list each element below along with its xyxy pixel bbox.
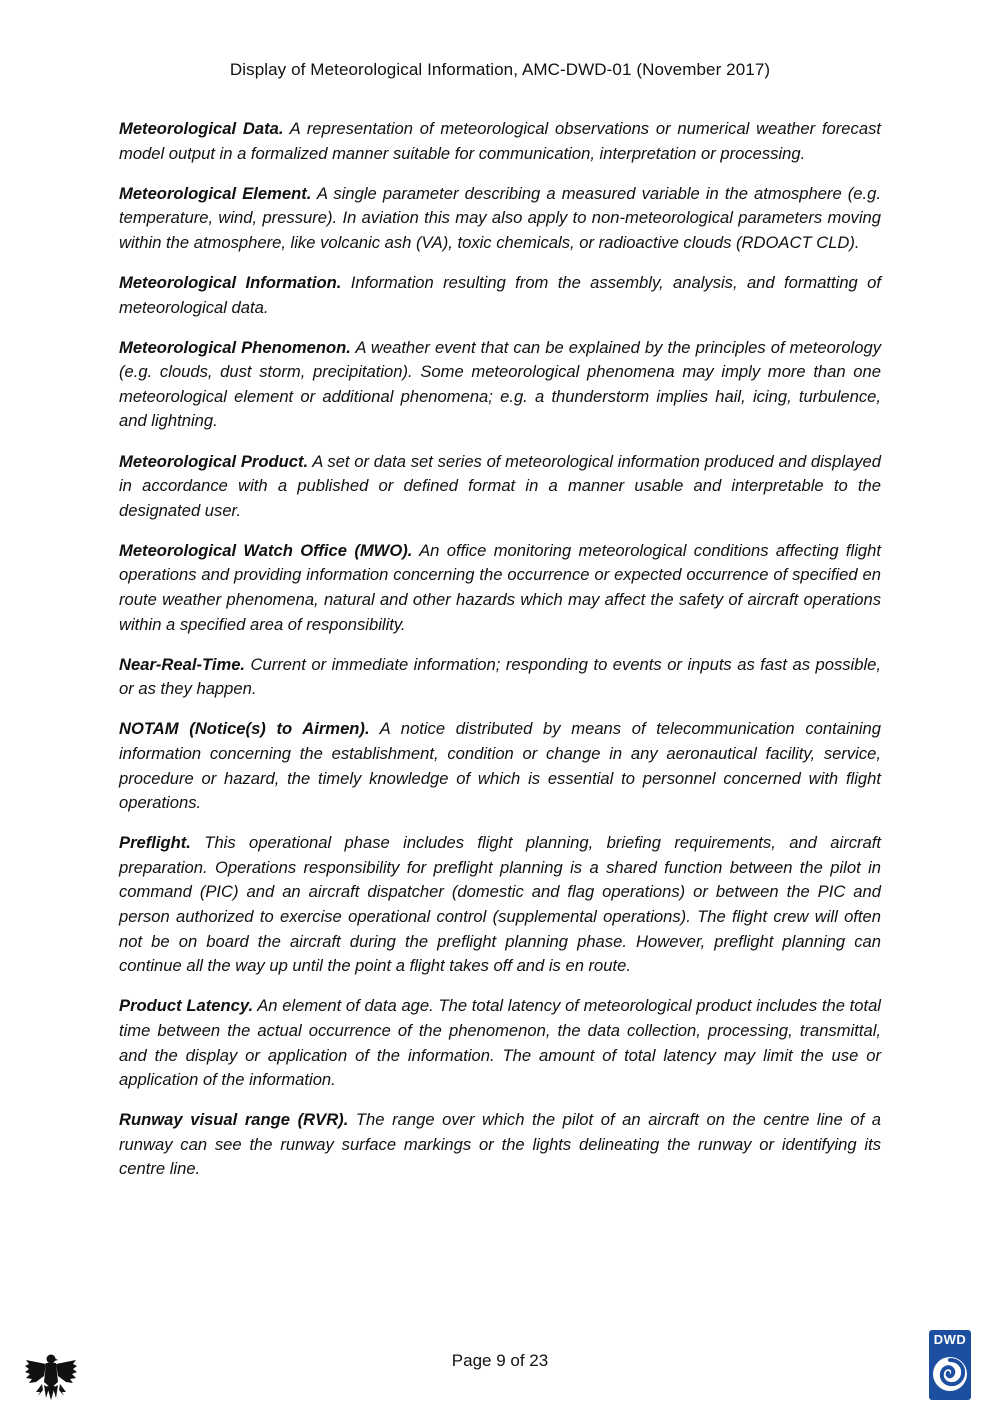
glossary-definition: The range over which the pilot of an aircraft on the centre line of a runway can see the runway surface markings or the lights delineating the runway or identifying its centre line. (119, 1110, 881, 1179)
glossary-entry-meteorological-watch-office (119, 539, 881, 637)
dwd-logo-text: DWD (933, 1332, 967, 1347)
glossary-entry-meteorological-element (119, 182, 881, 256)
glossary-definition: A weather event that can be explained by the principles of meteorology (e.g. clouds, dust storm, precipitation). Some meteorological phenomena may imply more than one meteorological element or additional phenomena; e.g. a thunderstorm implies hail, icing, turbulence, and lightning. (119, 337, 882, 431)
glossary-definition: A set or data set series of meteorological information produced and displayed in accordance with a published or defined format in a manner usable and interpretable to the designated user. (119, 451, 881, 520)
glossary-entry-near-real-time (119, 653, 881, 702)
glossary-entry-meteorological-data (119, 117, 881, 166)
glossary-definition: This operational phase includes flight planning, briefing requirements, and aircraft preparation. Operations responsibility for preflight planning is a shared function between the pilot in command (PIC) and an aircraft dispatcher (domestic and flag operations) or between the PIC and person authorized to exercise operational control (supplemental operations). The flight crew will often not be on board the aircraft during the preflight planning phase. However, preflight planning can continue all the way up until the point a flight takes off and is en route. (119, 833, 881, 976)
glossary-definition: A representation of meteorological observations or numerical weather forecast model output in a formalized manner suitable for communication, interpretation or processing. (119, 119, 881, 163)
glossary-term: Runway visual range (RVR). (119, 1110, 349, 1130)
glossary-definition: A notice distributed by means of telecommunication containing information concerning the establishment, condition or change in any aeronautical facility, service, procedure or hazard, the timely knowledge of which is essential to personnel concerned with flight operations. (119, 719, 881, 813)
glossary-definition: Current or immediate information; responding to events or inputs as fast as possible, or as they happen. (119, 654, 881, 699)
dwd-logo-icon (929, 1330, 971, 1400)
page-header: Display of Meteorological Information, AMC-DWD-01 (November 2017) (229, 60, 771, 79)
glossary-term: Meteorological Element. (119, 183, 312, 203)
glossary-entry-meteorological-phenomenon (119, 336, 881, 434)
glossary-term: Near-Real-Time. (119, 654, 246, 674)
glossary-definition: An office monitoring meteorological conditions affecting flight operations and providing information concerning the occurrence or expected occurrence of specified en route weather phenomena, natural and other hazards which may affect the safety of aircraft operations within a specified area of responsibility. (119, 540, 881, 634)
glossary-definition: A single parameter describing a measured variable in the atmosphere (e.g. temperature, wind, pressure). In aviation this may also apply to non-meteorological parameters moving within the atmosphere, like volcanic ash (VA), toxic chemicals, or radioactive clouds (RDOACT CLD). (119, 183, 881, 252)
glossary-entry-product-latency (119, 994, 881, 1092)
page-number: Page 9 of 23 (451, 1351, 549, 1370)
glossary-term: Meteorological Data. (119, 119, 284, 138)
glossary-definition: Information resulting from the assembly, analysis, and formatting of meteorological data. (119, 272, 881, 317)
glossary-term: Preflight. (119, 833, 191, 853)
glossary-entry-meteorological-information (119, 271, 881, 320)
glossary-term: Meteorological Product. (119, 451, 309, 471)
glossary-term: NOTAM (Notice(s) to Airmen). (119, 719, 370, 739)
glossary-definition: An element of data age. The total latency of meteorological product includes the total time between the actual occurrence of the phenomenon, the data collection, processing, transmittal, and the display or application of the information. The amount of total latency may limit the use or application of the information. (119, 996, 881, 1090)
glossary-term: Meteorological Watch Office (MWO). (119, 540, 413, 560)
glossary-term: Meteorological Phenomenon. (119, 337, 351, 357)
glossary-entry-meteorological-product (119, 450, 881, 524)
glossary-entry-notam (119, 717, 881, 815)
glossary-content (119, 117, 881, 1197)
glossary-entry-runway-visual-range (119, 1108, 881, 1182)
glossary-term: Product Latency. (119, 996, 254, 1016)
glossary-term: Meteorological Information. (119, 272, 342, 292)
glossary-entry-preflight (119, 831, 881, 979)
